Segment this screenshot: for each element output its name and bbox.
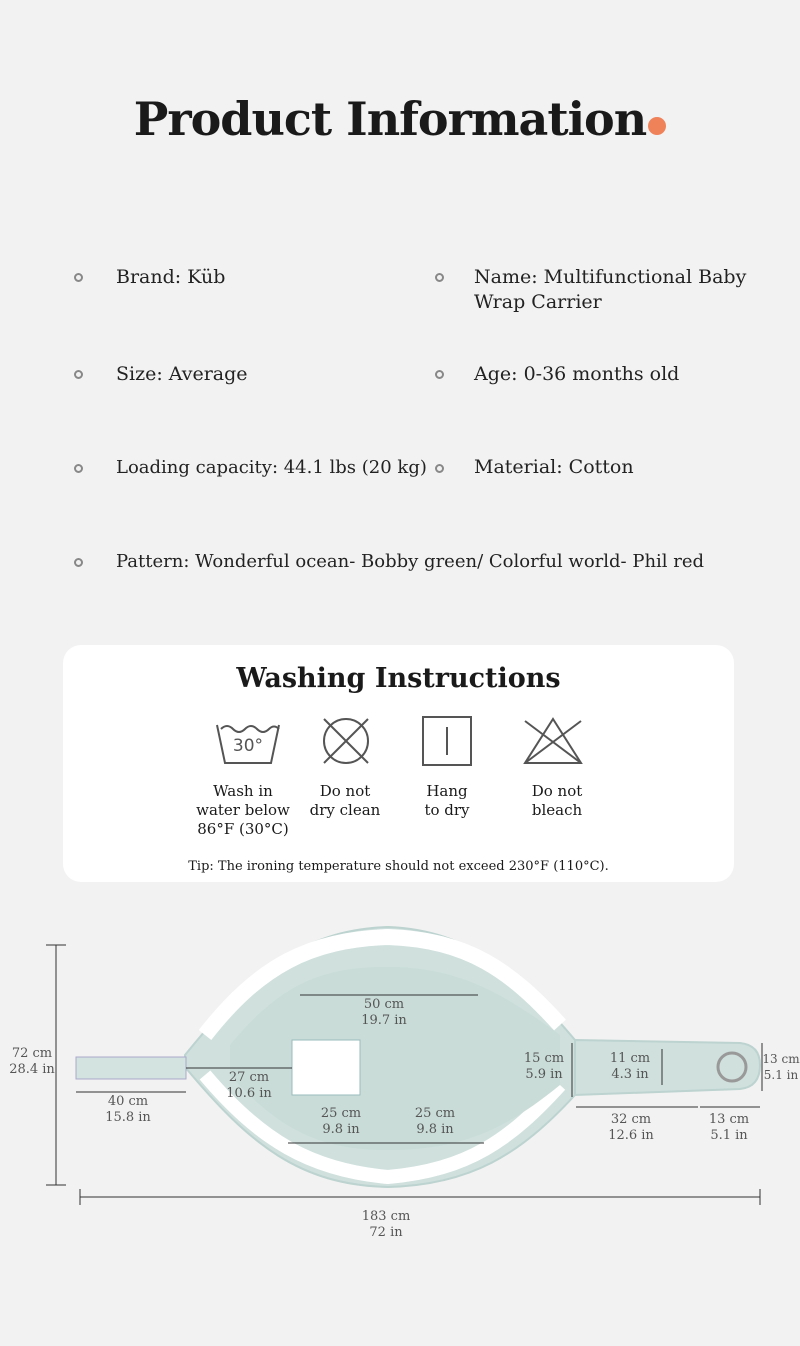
bullet-icon: [435, 464, 444, 473]
dim-tail-height-in: 4.3 in: [611, 1067, 649, 1082]
no-dry-clean-icon: [318, 713, 374, 769]
wash-label-4-line2: bleach: [531, 801, 583, 819]
bullet-icon: [435, 370, 444, 379]
dim-ring-length: [698, 1112, 760, 1144]
wash-label-4-line1: Do not: [531, 782, 583, 800]
wash-label-4: [502, 782, 612, 820]
dim-total-length-in: 72 in: [369, 1225, 403, 1240]
page-title: [0, 92, 800, 146]
no-bleach-icon: [521, 715, 585, 767]
dim-bottom-left: [306, 1106, 376, 1138]
carrier-pocket: [292, 1040, 360, 1095]
wash-30-icon: [215, 715, 281, 767]
bullet-icon: [74, 370, 83, 379]
dim-ring-height-cm: 13 cm: [762, 1052, 800, 1066]
bullet-icon: [74, 464, 83, 473]
title-accent-dot: [648, 117, 666, 135]
dim-total-length: [346, 1209, 426, 1241]
info-age: Age: 0-36 months old: [474, 363, 680, 385]
dim-tail-height: [598, 1051, 662, 1083]
bullet-icon: [74, 558, 83, 567]
dim-inner-left-cm: 27 cm: [228, 1070, 270, 1085]
wash-label-1-line1: Wash in: [213, 782, 273, 800]
info-loading-capacity: Loading capacity: 44.1 lbs (20 kg): [116, 457, 427, 478]
wash-label-1-line2: water below: [196, 801, 290, 819]
dim-ring-length-cm: 13 cm: [708, 1112, 750, 1127]
bullet-icon: [435, 273, 444, 282]
dim-top-width-in: 19.7 in: [361, 1013, 407, 1028]
dim-strap-left-cm: 40 cm: [107, 1094, 149, 1109]
wash-label-1-line3: 86°F (30°C): [197, 820, 289, 838]
washing-title: Washing Instructions: [236, 663, 561, 694]
dim-total-length-cm: 183 cm: [361, 1209, 411, 1224]
info-material: Material: Cotton: [474, 456, 634, 478]
wash-label-3: [392, 782, 502, 820]
wash-label-2-line2: dry clean: [309, 801, 381, 819]
dim-ring-height-in: 5.1 in: [763, 1068, 799, 1082]
dim-inner-left-in: 10.6 in: [226, 1086, 272, 1101]
dim-height-total-in: 28.4 in: [9, 1062, 55, 1077]
dim-strap-left: [92, 1094, 164, 1126]
dim-height-total: [6, 1046, 58, 1078]
dim-bottom-left-in: 9.8 in: [322, 1122, 360, 1137]
dim-ring-length-in: 5.1 in: [710, 1128, 748, 1143]
dim-tail-length-cm: 32 cm: [610, 1112, 652, 1127]
info-size: Size: Average: [116, 363, 248, 385]
bullet-icon: [74, 273, 83, 282]
dim-strap-left-in: 15.8 in: [105, 1110, 151, 1125]
dim-inner-left: [214, 1070, 284, 1102]
dim-top-width-cm: 50 cm: [363, 997, 405, 1012]
info-name-line1: Name: Multifunctional Baby: [474, 266, 747, 288]
wash-label-2-line1: Do not: [319, 782, 371, 800]
dim-bottom-left-cm: 25 cm: [320, 1106, 362, 1121]
info-name: [474, 265, 774, 315]
dim-right-inner-cm: 15 cm: [523, 1051, 565, 1066]
hang-dry-icon: [421, 715, 473, 767]
dim-tail-height-cm: 11 cm: [609, 1051, 651, 1066]
washing-instructions-card: [63, 645, 734, 882]
dim-bottom-right-in: 9.8 in: [416, 1122, 454, 1137]
dim-right-inner-in: 5.9 in: [525, 1067, 563, 1082]
wash-label-3-line1: Hang: [426, 782, 468, 800]
wash-label-1: [188, 782, 298, 839]
carrier-left-strap: [76, 1057, 186, 1079]
wash-label-3-line2: to dry: [424, 801, 470, 819]
info-pattern: Pattern: Wonderful ocean- Bobby green/ Colorful world- Phil red: [116, 551, 705, 572]
page-title-text: Product Information: [133, 92, 647, 146]
dim-bottom-right: [400, 1106, 470, 1138]
info-brand: Brand: Küb: [116, 266, 226, 288]
info-name-line2: Wrap Carrier: [474, 291, 602, 313]
wash-temp-label: 30°: [232, 736, 264, 756]
ironing-tip: Tip: The ironing temperature should not exceed 230°F (110°C).: [188, 859, 609, 874]
dim-height-total-cm: 72 cm: [11, 1046, 53, 1061]
dim-ring-height: [762, 1051, 800, 1083]
dim-tail-length: [596, 1112, 666, 1144]
dim-bottom-right-cm: 25 cm: [414, 1106, 456, 1121]
dim-top-width: [344, 997, 424, 1029]
carrier-diagram: [0, 915, 800, 1215]
dim-right-inner: [512, 1051, 576, 1083]
dim-tail-length-in: 12.6 in: [608, 1128, 654, 1143]
wash-label-2: [290, 782, 400, 820]
